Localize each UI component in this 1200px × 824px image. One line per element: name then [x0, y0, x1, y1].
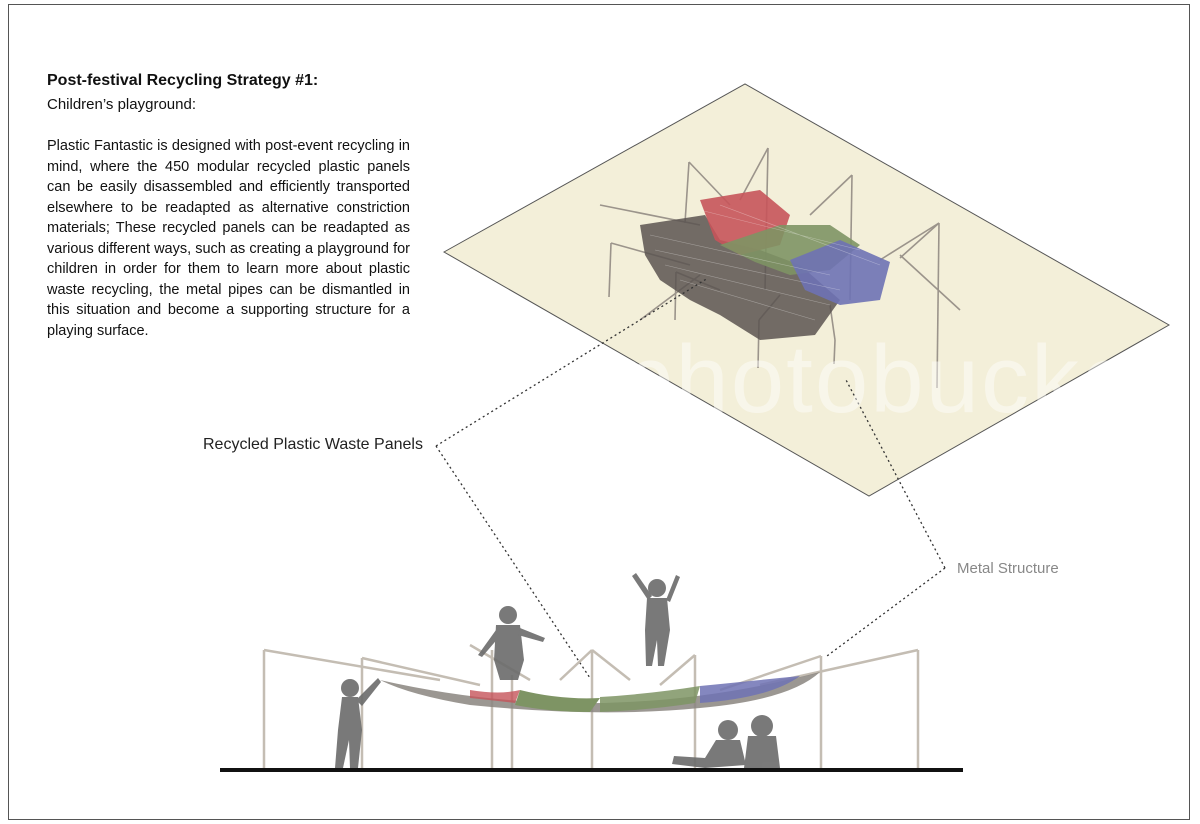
description-paragraph: Plastic Fantastic is designed with post-event recycling in mind, where the 450 modular recycled plastic panels can be easily disassembled and efficiently transported elsewhere to be readapted as alternative constriction materials; These recycled panels can be readapted as various different ways, such as creating a playground for children in order for them to learn more about plastic waste recycling, the metal pipes can be dismantled in this situation and become a supporting structure for a playing surface. [47, 138, 410, 339]
label-recycled-panels: Recycled Plastic Waste Panels [203, 436, 423, 453]
watermark-text: photobucket [620, 326, 1166, 433]
ground-line [220, 768, 963, 772]
label-metal-structure: Metal Structure [957, 560, 1059, 577]
page-title: Post-festival Recycling Strategy #1: [47, 72, 319, 89]
child-figures [335, 573, 780, 768]
page-subtitle: Children’s playground: [47, 96, 196, 113]
